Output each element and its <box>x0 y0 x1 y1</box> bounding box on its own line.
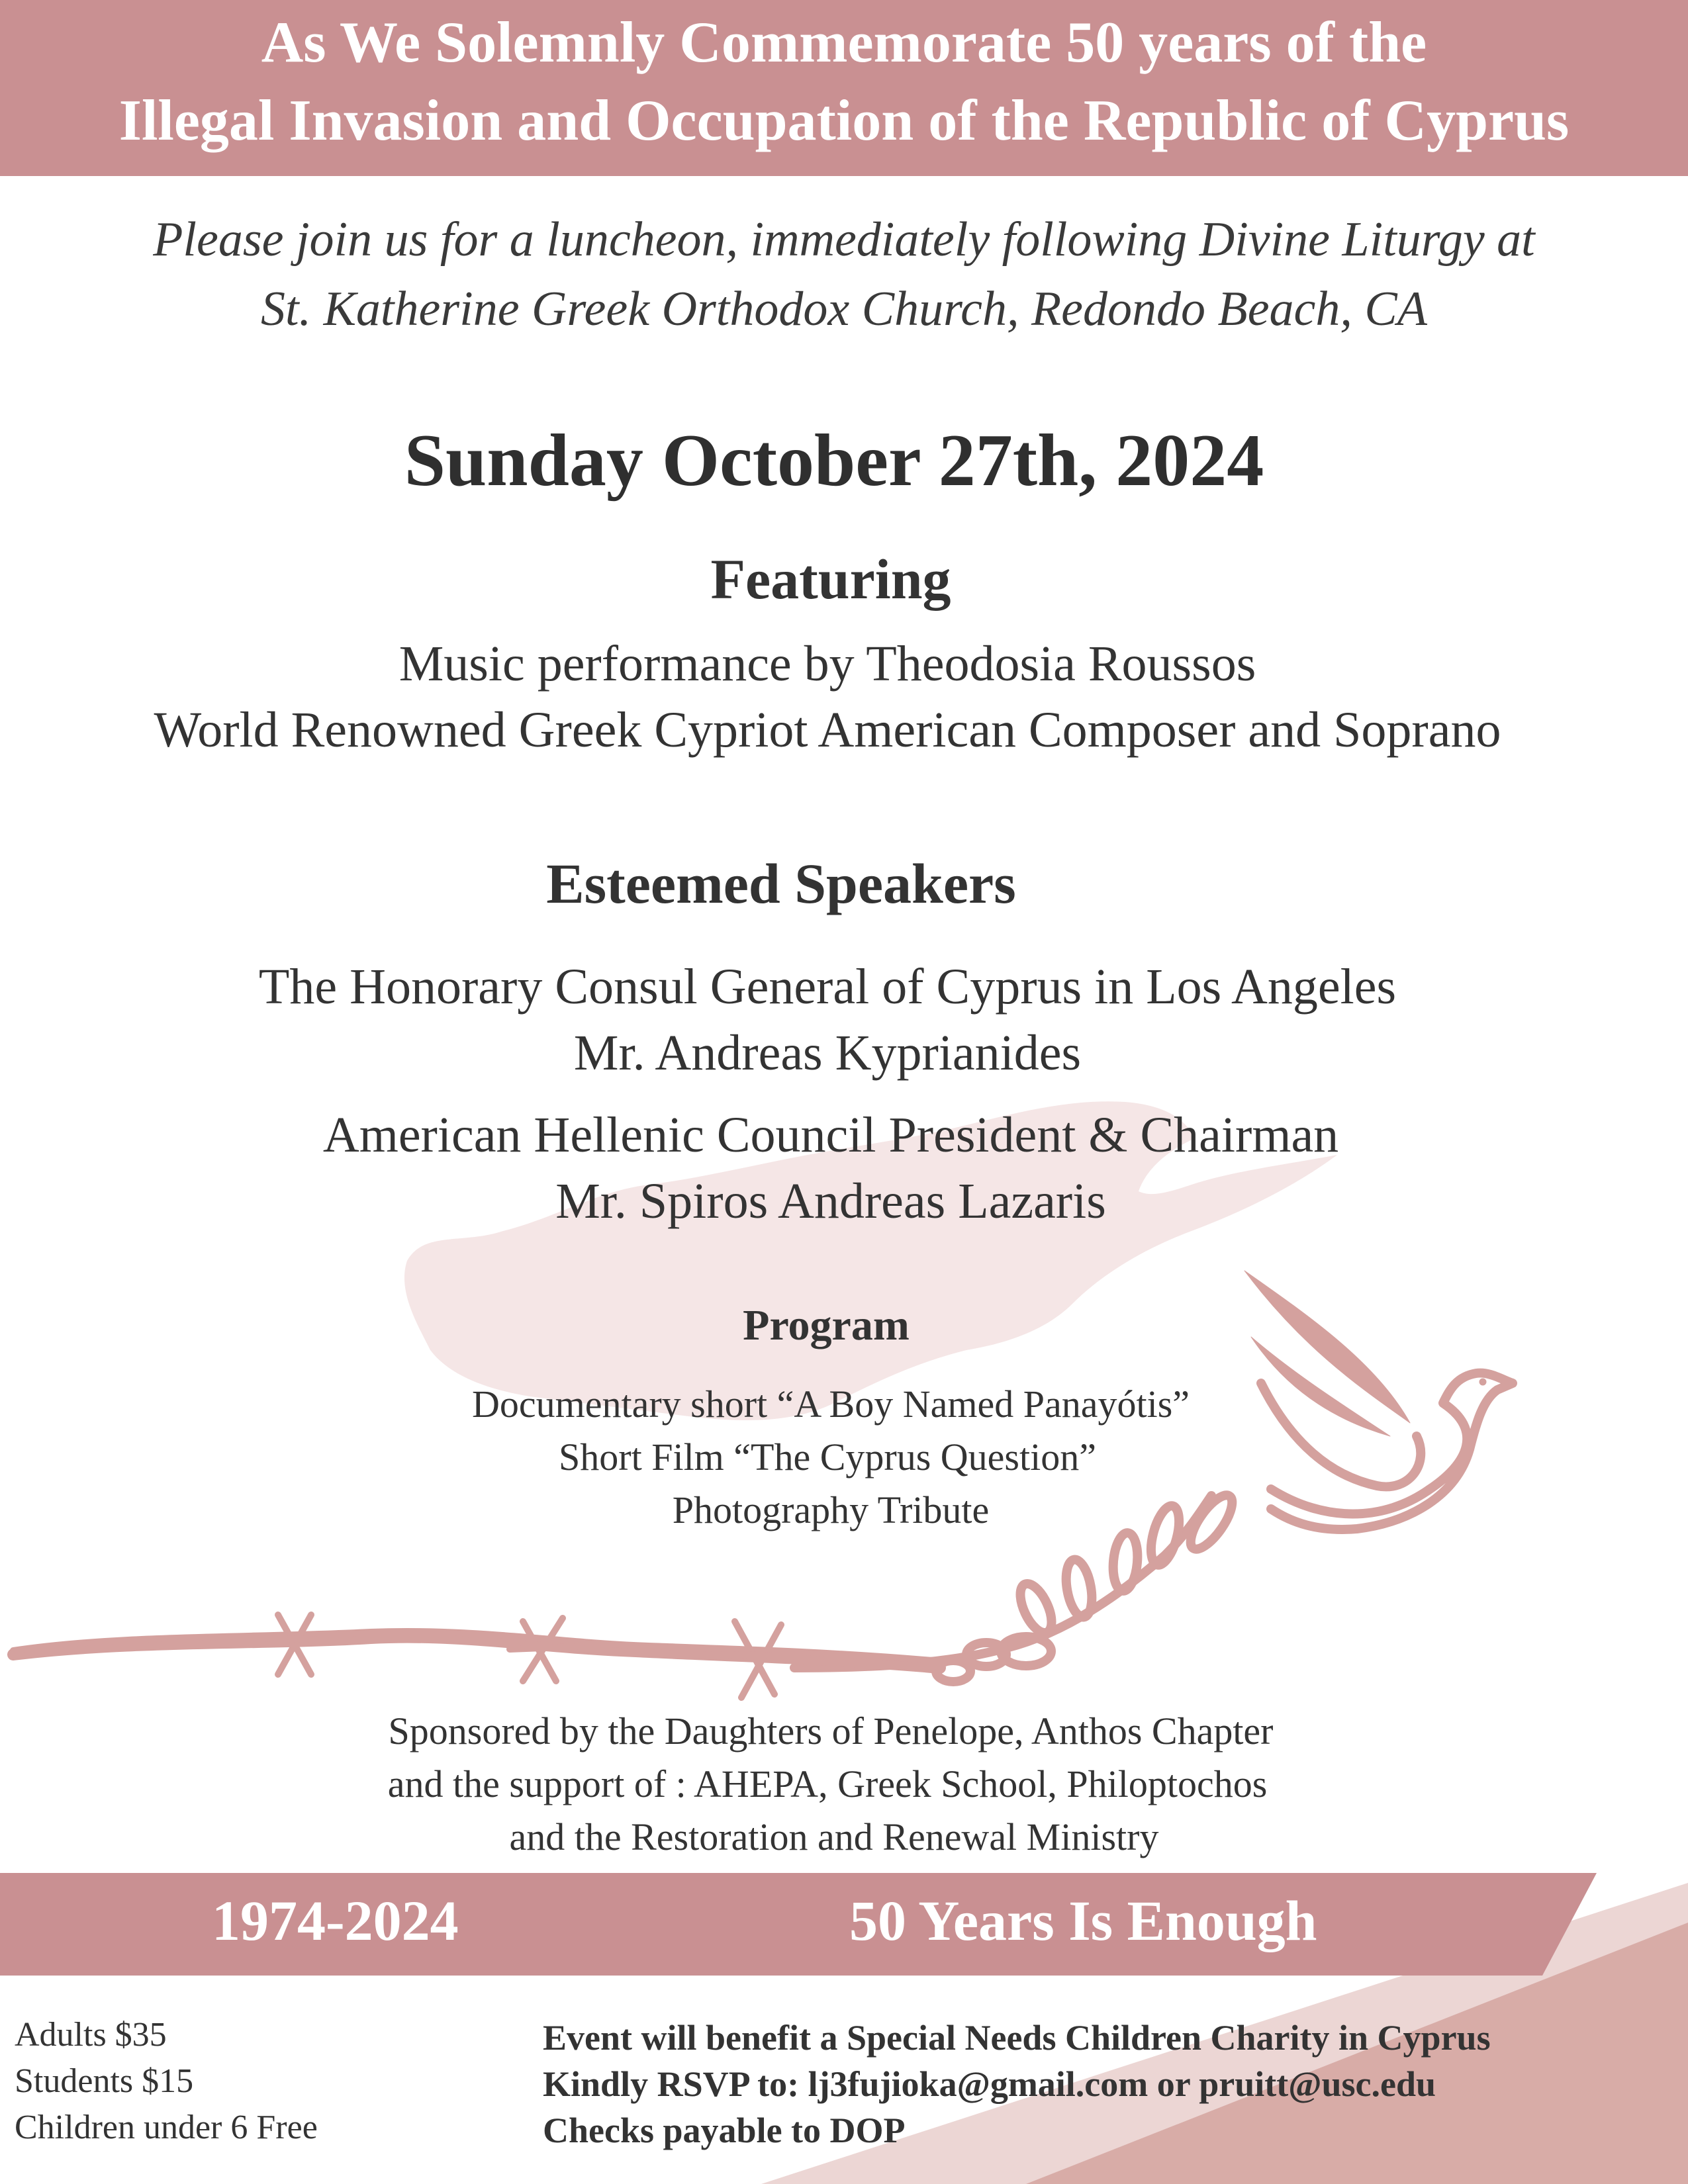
featuring-line2: World Renowned Greek Cypriot American Composer and Soprano <box>154 702 1501 758</box>
barbed-wire-icon <box>13 1615 940 1698</box>
sponsor-line3: and the Restoration and Renewal Ministry <box>509 1815 1159 1858</box>
banner-title-line2: Illegal Invasion and Occupation of the Republic of Cyprus <box>118 89 1570 153</box>
speaker2-name: Mr. Spiros Andreas Lazaris <box>555 1173 1106 1229</box>
program-item: Short Film “The Cyprus Question” <box>559 1435 1096 1479</box>
price-students: Students $15 <box>15 2062 194 2100</box>
featuring-heading: Featuring <box>710 547 951 611</box>
speaker2-title: American Hellenic Council President & Chairman <box>322 1107 1339 1163</box>
sponsor-line2: and the support of : AHEPA, Greek School, Philoptochos <box>387 1762 1268 1805</box>
rsvp-info: Kindly RSVP to: lj3fujioka@gmail.com or pruitt@usc.edu <box>543 2064 1436 2104</box>
program-item: Photography Tribute <box>672 1488 990 1531</box>
speaker1-title: The Honorary Consul General of Cyprus in Los Angeles <box>258 959 1397 1015</box>
banner-title-line1: As We Solemnly Commemorate 50 years of the <box>261 11 1427 75</box>
checks-info: Checks payable to DOP <box>543 2111 906 2150</box>
top-banner <box>0 0 1688 176</box>
invite-line1: Please join us for a luncheon, immediately following Divine Liturgy at <box>153 212 1535 267</box>
price-adults: Adults $35 <box>15 2016 167 2054</box>
speakers-heading: Esteemed Speakers <box>546 852 1016 915</box>
event-date: Sunday October 27th, 2024 <box>404 420 1264 502</box>
program-heading: Program <box>743 1301 910 1349</box>
price-children: Children under 6 Free <box>15 2109 318 2146</box>
invite-line2: St. Katherine Greek Orthodox Church, Redondo Beach, CA <box>261 282 1427 336</box>
slogan: 50 Years Is Enough <box>849 1889 1317 1952</box>
speaker1-name: Mr. Andreas Kyprianides <box>573 1025 1082 1081</box>
charity-info: Event will benefit a Special Needs Children Charity in Cyprus <box>543 2018 1491 2058</box>
program-item: Documentary short “A Boy Named Panayótis” <box>471 1383 1190 1426</box>
years-range: 1974-2024 <box>212 1889 459 1952</box>
sponsor-line1: Sponsored by the Daughters of Penelope, Anthos Chapter <box>388 1709 1274 1752</box>
featuring-line1: Music performance by Theodosia Roussos <box>399 636 1256 692</box>
bottom-bar <box>0 1873 1688 1976</box>
